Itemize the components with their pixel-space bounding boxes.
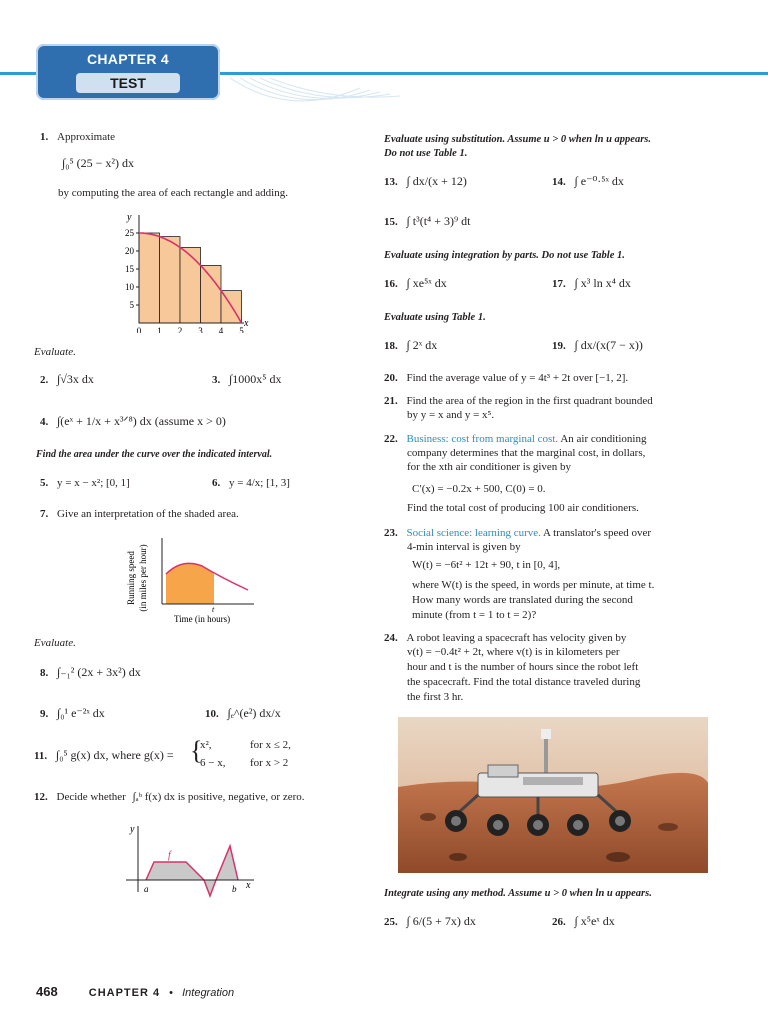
area-heading: Find the area under the curve over the indicated interval. xyxy=(36,449,273,460)
approx-rectangle xyxy=(180,247,201,323)
q26-expression: ∫ x⁵eˣ dx xyxy=(574,914,615,928)
q18-expression: ∫ 2ˣ dx xyxy=(406,338,438,352)
evaluate-heading-1: Evaluate. xyxy=(34,346,76,358)
evaluate-heading-2: Evaluate. xyxy=(34,637,76,649)
approx-rectangle xyxy=(139,233,160,323)
decorative-arcs xyxy=(230,78,430,118)
question-7 xyxy=(40,507,239,522)
q22-text-a: An air conditioning xyxy=(560,433,647,445)
rectangle-approximation-graph xyxy=(110,205,260,333)
q6-expression: y = 4/x; [1, 3] xyxy=(229,477,290,489)
q22-text-c: for the xth air conditioner is given by xyxy=(407,461,572,473)
q15-expression: ∫ t³(t⁴ + 3)⁹ dt xyxy=(406,214,471,228)
q15-number: 15. xyxy=(384,216,398,228)
question-12 xyxy=(34,790,305,805)
x-tick-label: 2 xyxy=(177,326,183,333)
q12-text-b: ∫ₐᵇ f(x) dx is positive, negative, or zero. xyxy=(132,791,305,803)
q2-number: 2. xyxy=(40,374,49,386)
y-tick-label: 20 xyxy=(125,246,134,256)
question-4 xyxy=(40,414,226,430)
question-2 xyxy=(40,372,94,388)
graph7-x-label: Time (in hours) xyxy=(174,614,231,624)
question-9 xyxy=(40,706,105,722)
q1-text: Approximate xyxy=(57,131,116,143)
q23-formula: W(t) = −6t² + 12t + 90, t in [0, 4], xyxy=(412,559,561,571)
x-tick-label: 1 xyxy=(157,326,162,333)
q5-expression: y = x − x²; [0, 1] xyxy=(57,477,130,489)
q25-number: 25. xyxy=(384,916,398,928)
q23-text-a: A translator's speed over xyxy=(543,527,652,539)
y-tick-label: 5 xyxy=(129,300,134,310)
q13-number: 13. xyxy=(384,176,398,188)
question-3 xyxy=(212,372,281,388)
x-tick-label: 4 xyxy=(218,326,224,333)
q8-expression: ∫₋₁² (2x + 3x²) dx xyxy=(57,665,141,679)
graph7-tick: t xyxy=(212,605,215,614)
q9-number: 9. xyxy=(40,708,49,720)
q21-text-a: Find the area of the region in the first quadrant bounded xyxy=(406,395,653,407)
q17-number: 17. xyxy=(552,278,566,290)
q4-expression: ∫(eˣ + 1/x + x³ᐟ⁸) dx (assume x > 0) xyxy=(57,414,226,428)
graph12-a-label: a xyxy=(144,884,149,894)
graph12-f-label: f xyxy=(168,850,171,861)
y-tick-label: 15 xyxy=(125,264,134,274)
question-6 xyxy=(212,476,290,491)
question-26 xyxy=(552,914,615,930)
question-5 xyxy=(40,476,130,491)
table-heading: Evaluate using Table 1. xyxy=(384,312,486,323)
area-below xyxy=(204,880,216,896)
q11-case2-cond: for x > 2 xyxy=(250,757,289,769)
q21-text-b: by y = x and y = x⁵. xyxy=(407,409,495,421)
q11-brace: { xyxy=(190,736,203,765)
x-tick-label: 5 xyxy=(239,326,244,333)
x-tick-label: 3 xyxy=(198,326,203,333)
q5-number: 5. xyxy=(40,477,49,489)
graph7-y-label-1: Running speed xyxy=(126,551,136,605)
q11-case1-cond: for x ≤ 2, xyxy=(250,739,291,751)
q12-text-a: Decide whether xyxy=(56,791,126,803)
question-17 xyxy=(552,276,631,292)
approx-rectangle xyxy=(160,237,181,323)
page-footer xyxy=(36,984,234,999)
q6-number: 6. xyxy=(212,477,221,489)
approx-rectangle xyxy=(201,265,222,323)
graph1-y-label: y xyxy=(127,212,132,223)
question-24 xyxy=(384,631,626,646)
question-14 xyxy=(552,174,624,190)
q24-text-d: the spacecraft. Find the total distance traveled during xyxy=(407,676,641,688)
q18-number: 18. xyxy=(384,340,398,352)
q24-text-c: hour and t is the number of hours since the robot left xyxy=(407,661,639,673)
chapter-badge xyxy=(36,44,220,100)
q13-expression: ∫ dx/(x + 12) xyxy=(406,174,467,188)
question-18 xyxy=(384,338,437,354)
question-8 xyxy=(40,665,141,681)
q23-text-f: minute (from t = 1 to t = 2)? xyxy=(412,609,537,621)
question-15 xyxy=(384,214,471,230)
question-16 xyxy=(384,276,447,292)
q2-expression: ∫√3x dx xyxy=(57,372,94,386)
q24-text-e: the first 3 hr. xyxy=(407,691,464,703)
q24-text-a: A robot leaving a spacecraft has velocity given by xyxy=(406,632,627,644)
q23-text-d: where W(t) is the speed, in words per minute, at time t. xyxy=(412,579,655,591)
x-tick-label: 0 xyxy=(136,326,142,333)
question-11 xyxy=(34,748,174,764)
q22-text-e: Find the total cost of producing 100 air conditioners. xyxy=(407,502,639,514)
q23-text-e: How many words are translated during the second xyxy=(412,594,633,606)
q16-expression: ∫ xe⁵ˣ dx xyxy=(406,276,447,290)
page-number: 468 xyxy=(36,984,58,999)
q22-number: 22. xyxy=(384,433,398,445)
q26-number: 26. xyxy=(552,916,566,928)
q12-number: 12. xyxy=(34,791,48,803)
chapter-label: CHAPTER 4 xyxy=(86,51,170,67)
q17-expression: ∫ x³ ln x⁴ dx xyxy=(574,276,631,290)
q9-expression: ∫₀¹ e⁻²ˣ dx xyxy=(57,706,105,720)
q20-number: 20. xyxy=(384,372,398,384)
y-tick-label: 10 xyxy=(125,282,134,292)
q25-expression: ∫ 6/(5 + 7x) dx xyxy=(406,914,476,928)
q3-expression: ∫1000x⁵ dx xyxy=(229,372,282,386)
q10-number: 10. xyxy=(205,708,219,720)
q19-number: 19. xyxy=(552,340,566,352)
graph12-x-label: x xyxy=(246,880,251,891)
q1-integral: ∫₀⁵ (25 − x²) dx xyxy=(62,156,135,170)
q11-expression: ∫₀⁵ g(x) dx, where g(x) = xyxy=(55,748,174,762)
q20-text: Find the average value of y = 4t³ + 2t over [−1, 2]. xyxy=(406,372,629,384)
q7-text: Give an interpretation of the shaded area. xyxy=(57,508,239,520)
parts-heading: Evaluate using integration by parts. Do not use Table 1. xyxy=(384,250,625,261)
question-10 xyxy=(205,706,281,722)
test-label: TEST xyxy=(76,73,180,93)
q7-number: 7. xyxy=(40,508,49,520)
footer-separator: • xyxy=(169,987,174,999)
substitution-heading-2: Do not use Table 1. xyxy=(384,148,468,159)
q14-expression: ∫ e⁻⁰·⁵ˣ dx xyxy=(574,174,624,188)
substitution-heading-1: Evaluate using substitution. Assume u > 0 when ln u appears. xyxy=(384,134,652,145)
question-19 xyxy=(552,338,643,354)
q24-number: 24. xyxy=(384,632,398,644)
graph7-y-label-2: (in miles per hour) xyxy=(138,544,148,612)
q19-expression: ∫ dx/(x(7 − x)) xyxy=(574,338,643,352)
question-22 xyxy=(384,432,646,447)
q1-number: 1. xyxy=(40,131,49,143)
any-method-heading: Integrate using any method. Assume u > 0 when ln u appears. xyxy=(384,888,652,899)
q11-case2: 6 − x, xyxy=(200,757,226,769)
q16-number: 16. xyxy=(384,278,398,290)
q3-number: 3. xyxy=(212,374,221,386)
q23-title: Social science: learning curve. xyxy=(406,527,541,539)
mars-rover-photo xyxy=(398,717,708,873)
question-13 xyxy=(384,174,467,190)
q8-number: 8. xyxy=(40,667,49,679)
q24-text-b: v(t) = −0.4t² + 2t, where v(t) is in kilometers per xyxy=(407,646,620,658)
footer-chapter: CHAPTER 4 xyxy=(88,987,161,999)
question-20 xyxy=(384,371,628,386)
q11-number: 11. xyxy=(34,750,48,762)
q11-case1: x², xyxy=(200,739,212,751)
q22-formula: C′(x) = −0.2x + 500, C(0) = 0. xyxy=(412,483,546,495)
q22-title: Business: cost from marginal cost. xyxy=(406,433,559,445)
footer-topic: Integration xyxy=(182,987,235,999)
question-23 xyxy=(384,526,651,541)
question-1 xyxy=(40,130,115,145)
q23-text-b: 4-min interval is given by xyxy=(407,541,521,553)
signed-area-graph xyxy=(120,818,260,898)
q10-expression: ∫ₑ^(e²) dx/x xyxy=(227,706,281,720)
question-25 xyxy=(384,914,476,930)
q1-text2: by computing the area of each rectangle and adding. xyxy=(58,187,288,199)
q23-number: 23. xyxy=(384,527,398,539)
question-21 xyxy=(384,394,653,409)
q4-number: 4. xyxy=(40,416,49,428)
y-tick-label: 25 xyxy=(125,228,134,238)
q21-number: 21. xyxy=(384,395,398,407)
running-speed-graph xyxy=(122,530,262,628)
graph1-x-label: x xyxy=(244,318,249,329)
graph12-y-label: y xyxy=(130,824,135,835)
q22-text-b: company determines that the marginal cost, in dollars, xyxy=(407,447,646,459)
graph12-b-label: b xyxy=(232,884,237,894)
q14-number: 14. xyxy=(552,176,566,188)
